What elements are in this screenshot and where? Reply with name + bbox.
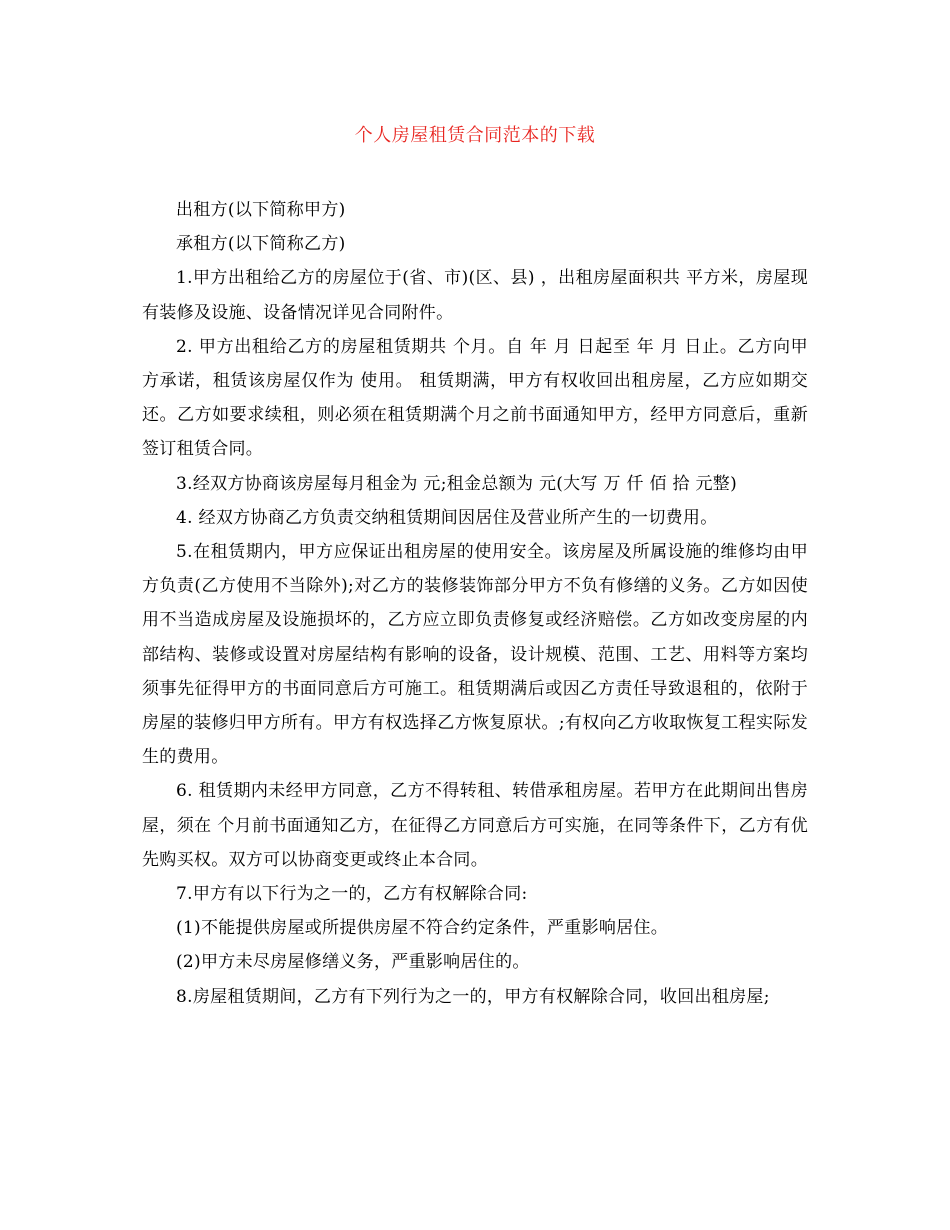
clause-7-item-1: (1)不能提供房屋或所提供房屋不符合约定条件，严重影响居住。: [176, 918, 669, 939]
clause-2: 2. 甲方出租给乙方的房屋租赁期共 个月。自 年 月 日起至 年 月 日止。乙方向甲方承诺，租赁该房屋仅作为 使用。 租赁期满，甲方有权收回出租房屋，乙方应如期交还。乙方如要求续租，则必须在租赁期满个月之前书面通知甲方，经甲方同意后，重新签订租赁合同。: [142, 336, 808, 460]
paragraph-lessor: 出租方(以下简称甲方): [176, 200, 346, 220]
document-title: 个人房屋租赁合同范本的下载: [354, 125, 596, 146]
paragraph-lessee: 承租方(以下简称乙方): [176, 234, 346, 255]
clause-7-item-2: (2)甲方未尽房屋修缮义务，严重影响居住的。: [176, 952, 530, 973]
clause-4: 4. 经双方协商乙方负责交纳租赁期间因居住及营业所产生的一切费用。: [176, 507, 718, 528]
document-body: [142, 193, 808, 1014]
clause-1: 1.甲方出租给乙方的房屋位于(省、市)(区、县) ，出租房屋面积共 平方米，房屋现有装修及设施、设备情况详见合同附件。: [142, 268, 808, 323]
clause-3: 3.经双方协商该房屋每月租金为 元;租金总额为 元(大写 万 仟 佰 拾 元整): [176, 473, 738, 494]
clause-5: 5.在租赁期内，甲方应保证出租房屋的使用安全。该房屋及所属设施的维修均由甲方负责(乙方使用不当除外);对乙方的装修装饰部分甲方不负有修缮的义务。乙方如因使用不当造成房屋及设施损坏的，乙方应立即负责修复或经济赔偿。乙方如改变房屋的内部结构、装修或设置对房屋结构有影响的设备，设计规模、范围、工艺、用料等方案均须事先征得甲方的书面同意后方可施工。租赁期满后或因乙方责任导致退租的，依附于房屋的装修归甲方所有。甲方有权选择乙方恢复原状。;有权向乙方收取恢复工程实际发生的费用。: [142, 542, 808, 768]
clause-6: 6. 租赁期内未经甲方同意，乙方不得转租、转借承租房屋。若甲方在此期间出售房屋，须在 个月前书面通知乙方，在征得乙方同意后方可实施，在同等条件下，乙方有优先购买权。双方可以协商变更或终止本合同。: [142, 781, 808, 870]
clause-7: 7.甲方有以下行为之一的，乙方有权解除合同:: [176, 884, 528, 905]
clause-8: 8.房屋租赁期间，乙方有下列行为之一的，甲方有权解除合同，收回出租房屋;: [176, 986, 770, 1007]
